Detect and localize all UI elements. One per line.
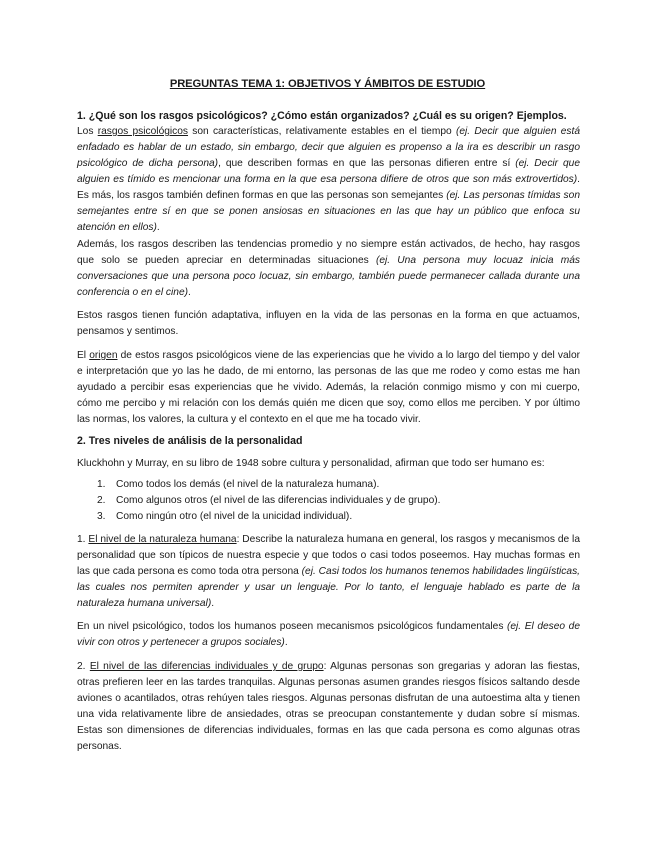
text-run: , que describen formas en que las personas difieren entre sí [218,158,516,169]
text-run: : Algunas personas son gregarias y adoran las fiestas, otras prefieren leer en las tardes tranquilas. Algunas personas asumen grandes riesgos físicos saltando desde aviones o acantilados, otras rehúyen tales riesgos. Algunas personas disfrutan de una autoestima alta y tienen una vida relativamente libre de ansiedades, otras se preocupan constantemente y dudan sobre sí mismas. Estas son dimensiones de diferencias individuales, formas en las que cada persona es como algunas otras personas. [77,661,580,752]
q1-p3-text: Estos rasgos tienen función adaptativa, influyen en la vida de las personas en la forma en que actuamos, pensamos y sentimos. [77,310,580,337]
term-naturaleza-humana: El nivel de la naturaleza humana [88,534,237,545]
q1-paragraph-3 [77,308,580,340]
document-title: PREGUNTAS TEMA 1: OBJETIVOS Y ÁMBITOS DE ESTUDIO [169,78,486,90]
q1-p4-text [77,348,580,428]
text-run: Los [77,126,98,137]
example-text: (ej. El deseo de vivir con otros y pertenecer a grupos sociales) [77,621,580,648]
q2-p3-text [77,659,580,755]
list-item [77,509,580,525]
text-run: Además, los rasgos describen las tendencias promedio y no siempre están activados, de hecho, hay rasgos que solo se pueden apreciar en determinadas situaciones [77,239,580,266]
q1-p1-text [77,124,580,236]
list-number: 3. [97,511,106,522]
example-text: (ej. Una persona muy locuaz inicia más conversaciones que una persona poco locuaz, sin embargo, también puede permanecer callada durante una conferencia o en el cine) [77,255,580,298]
term-rasgos-psicologicos: rasgos psicológicos [97,126,189,137]
text-run: de estos rasgos psicológicos viene de las experiencias que he vivido a lo largo del tiempo y del valor e interpretación que yo las he dado, de mi entorno, las personas de las que me rodeo y como estas me han ayudado a percibir esas experiencias que he vivido. Además, la relación conmigo mismo y con mi cuerpo, cómo me percibo y mi relación con los demás quién me dicen que soy, como ellos me perciben. Y por último las normas, los valores, la cultura y el contexto en el que me ha tocado vivir. [77,350,581,425]
list-item-text: Como algunos otros (el nivel de las diferencias individuales y de grupo). [116,495,441,506]
example-text: (ej. Decir que alguien es tímido es mencionar una forma en la que esa persona difiere de otros que son más extrovertidos) [77,158,580,185]
text-run: . Es más, los rasgos también definen formas en que las personas son semejantes [77,174,580,201]
text-run: . [188,287,191,298]
text-run: 2. [77,661,90,672]
question-2-heading [77,433,580,449]
text-run: : Describe la naturaleza humana en general, los rasgos y mecanismos de la personalidad que son típicos de nuestra especie y que todos o casi todos poseemos. Hay muchas formas en las que cada persona es como toda otra persona [77,534,580,577]
list-item [77,477,580,493]
text-run: . [211,598,215,609]
example-text: (ej. Casi todos los humanos tenemos habilidades lingüísticas, las cuales nos permiten aprender y usar un lenguaje. Por lo tanto, el lenguaje hablado es parte de la naturaleza humana universal) [77,566,580,609]
list-item-text: Como todos los demás (el nivel de la naturaleza humana). [116,479,380,490]
q1-paragraph-4 [77,348,580,428]
text-run: son características, relativamente estables en el tiempo [188,126,456,137]
text-run: El [77,350,90,361]
question-1-heading [77,108,580,124]
list-number: 1. [97,479,106,490]
list-item-text: Como ningún otro (el nivel de la unicidad individual). [116,511,353,522]
q1-paragraph-2 [77,237,580,301]
levels-list [77,477,580,525]
q2-intro [77,456,580,472]
list-item [77,493,580,509]
q2-paragraph-1 [77,532,580,612]
term-diferencias-individuales: El nivel de las diferencias individuales y de grupo [89,661,324,672]
text-run: . [156,222,160,233]
text-run: . [284,637,288,648]
list-number: 2. [97,495,106,506]
q1-paragraph-1 [77,124,580,236]
term-origen: origen [89,350,118,361]
q2-paragraph-3 [77,659,580,755]
example-text: (ej. Decir que alguien está enfadado es hablar de un estado, sin embargo, decir que alguien es propenso a la ira es describir un rasgo psicológico de dicha persona) [77,126,580,169]
q2-p1-text [77,532,580,612]
q2-paragraph-2 [77,619,580,651]
text-run: En un nivel psicológico, todos los humanos poseen mecanismos psicológicos fundamentales [77,621,507,632]
q1-p2-text [77,237,580,301]
q2-p2-text [77,619,580,651]
q2-intro-text: Kluckhohn y Murray, en su libro de 1948 sobre cultura y personalidad, afirman que todo ser humano es: [77,458,545,469]
q1-heading-text: 1. ¿Qué son los rasgos psicológicos? ¿Cómo están organizados? ¿Cuál es su origen? Ejemplos. [77,110,567,122]
example-text: (ej. Las personas tímidas son semejantes entre sí en que se ponen ansiosas en situaciones en las que hay un público que enfoca su atención en ellos) [77,190,580,233]
text-run: 1. [77,534,89,545]
q2-heading-text: 2. Tres niveles de análisis de la personalidad [77,435,303,447]
